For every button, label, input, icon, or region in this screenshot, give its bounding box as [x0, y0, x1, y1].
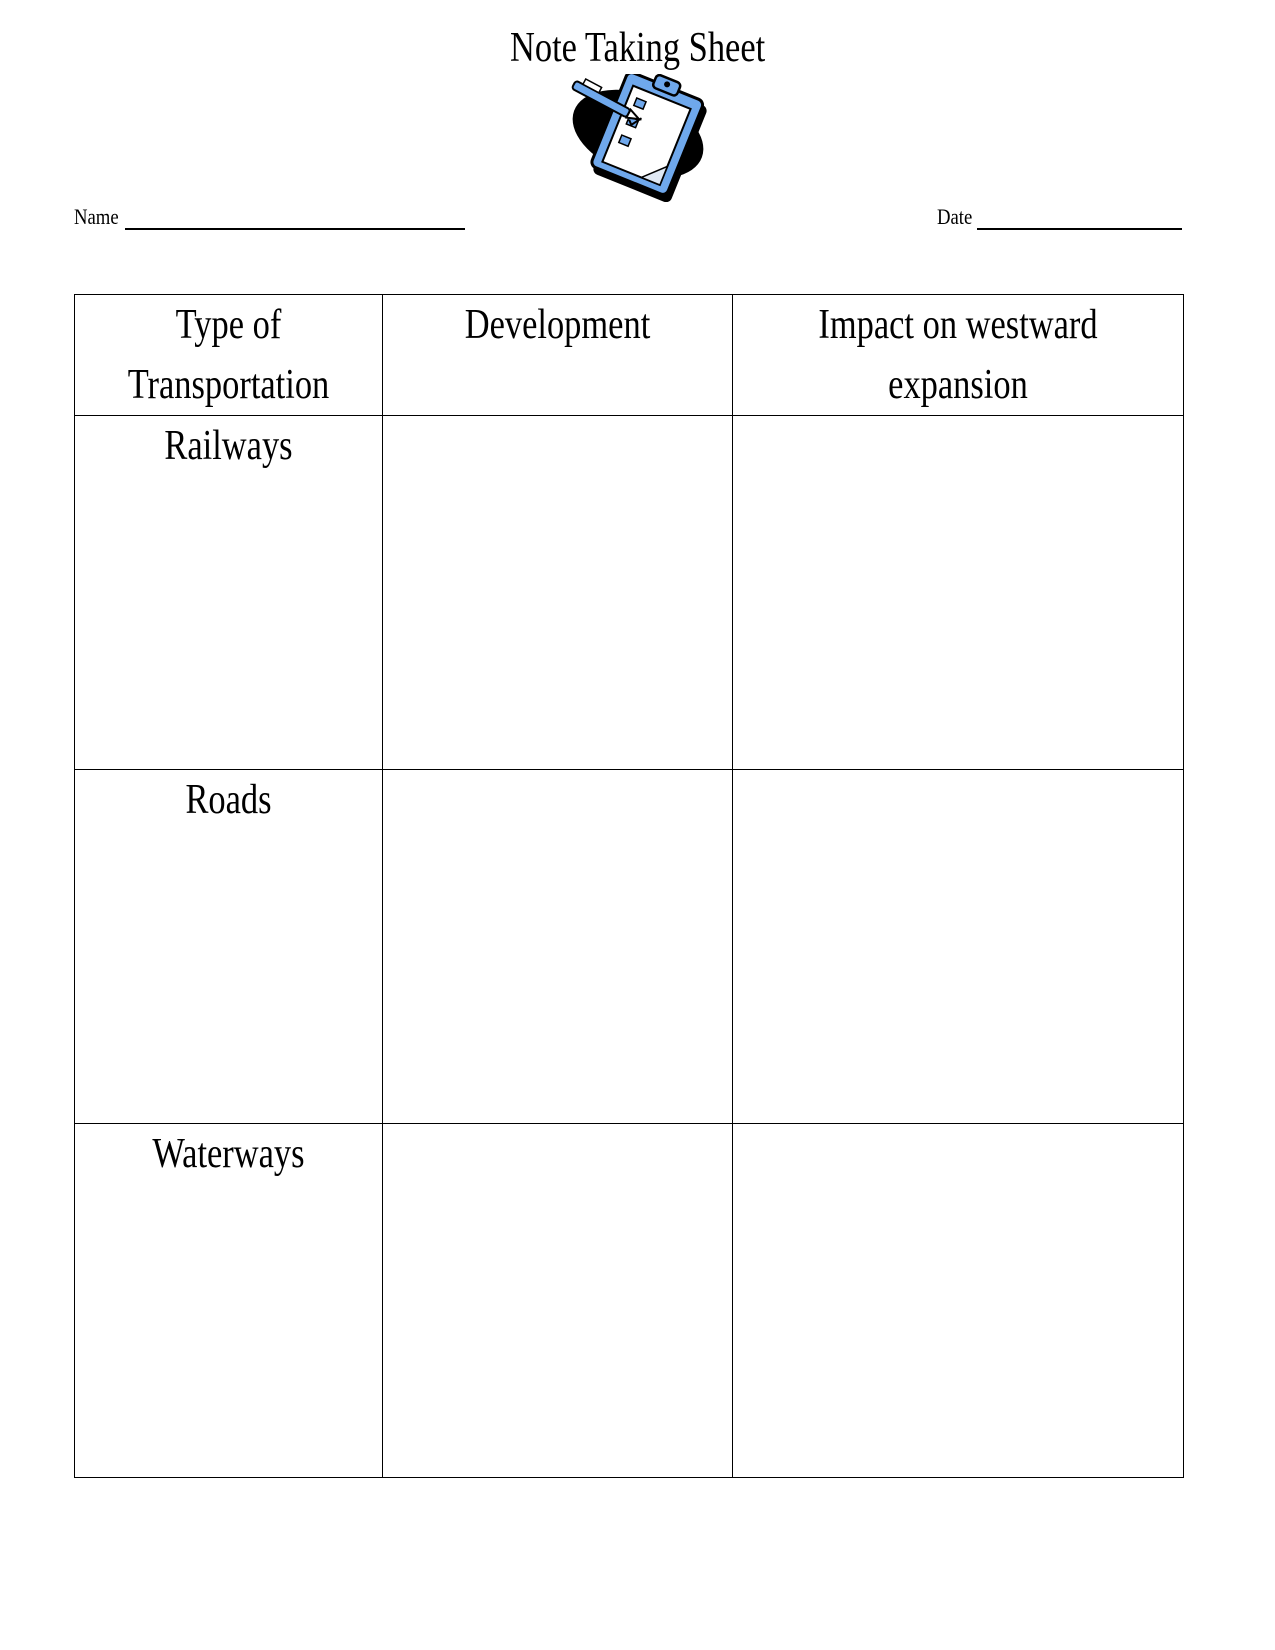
- name-label: Name: [74, 204, 119, 229]
- row-type-cell: [75, 416, 383, 770]
- table-row: [75, 1124, 1184, 1478]
- table-header-row: [75, 295, 1184, 416]
- header-impact: Impact on westward expansion: [733, 295, 1184, 416]
- development-cell[interactable]: [383, 770, 733, 1124]
- row-type-cell: [75, 1124, 383, 1478]
- notes-table: [74, 294, 1184, 1478]
- page-title: Note Taking Sheet: [509, 25, 766, 71]
- row-label-railways: Railways: [164, 423, 293, 469]
- development-cell[interactable]: [383, 1124, 733, 1478]
- row-type-cell: [75, 770, 383, 1124]
- date-field[interactable]: [937, 204, 1182, 230]
- header-type: Type of Transportation: [75, 295, 383, 416]
- impact-cell[interactable]: [733, 416, 1184, 770]
- development-cell[interactable]: [383, 416, 733, 770]
- row-label-waterways: Waterways: [152, 1131, 305, 1177]
- table-row: [75, 770, 1184, 1124]
- table-row: [75, 416, 1184, 770]
- name-line[interactable]: [125, 208, 465, 230]
- date-line[interactable]: [977, 208, 1182, 230]
- clipboard-checklist-icon: [570, 74, 718, 202]
- header-development: Development: [383, 295, 733, 416]
- name-field[interactable]: [74, 204, 465, 230]
- impact-cell[interactable]: [733, 1124, 1184, 1478]
- date-label: Date: [937, 204, 973, 229]
- row-label-roads: Roads: [185, 777, 272, 823]
- impact-cell[interactable]: [733, 770, 1184, 1124]
